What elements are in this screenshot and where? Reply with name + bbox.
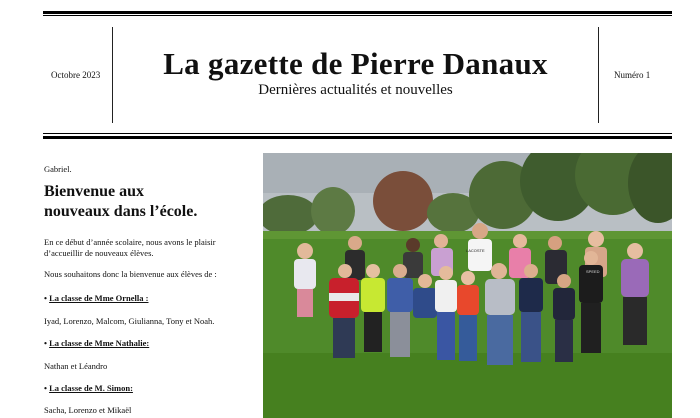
class-group-photo: [263, 153, 672, 418]
bottom-rule-thin: [43, 133, 672, 134]
class-photo-illustration: [263, 153, 672, 418]
intro-line-2: d’accueillir de nouveaux élèves.: [44, 248, 154, 258]
class-heading: • La classe de M. Simon:: [44, 383, 133, 393]
issue-date: Octobre 2023: [51, 70, 101, 80]
article-author: Gabriel.: [44, 164, 72, 174]
class-label: La classe de M. Simon:: [49, 383, 133, 393]
article-headline: [44, 182, 259, 222]
shirt-print-text: SPEED: [586, 269, 600, 274]
class-heading: • La classe de Mme Nathalie:: [44, 338, 150, 348]
class-label: La classe de Mme Nathalie:: [49, 338, 150, 348]
top-rule: [43, 11, 672, 14]
class-label: La classe de Mme Ornella :: [49, 293, 149, 303]
shirt-brand-text: LACOSTE: [466, 248, 485, 253]
welcome-text: Nous souhaitons donc la bienvenue aux élèves de :: [44, 269, 217, 279]
masthead-divider-right: [598, 27, 599, 123]
top-rule-thin: [43, 15, 672, 16]
class-students: Iyad, Lorenzo, Malcom, Giulianna, Tony et Noah.: [44, 316, 215, 326]
issue-number: Numéro 1: [614, 70, 651, 80]
intro-line-1: En ce début d’année scolaire, nous avons le plaisir: [44, 237, 216, 247]
bottom-rule: [43, 136, 672, 139]
class-students: Nathan et Léandro: [44, 361, 108, 371]
article-intro: [44, 237, 256, 259]
class-heading: • La classe de Mme Ornella :: [44, 293, 149, 303]
headline-line-1: Bienvenue aux: [44, 183, 145, 200]
newspaper-subtitle: Dernières actualités et nouvelles: [258, 82, 453, 98]
headline-line-2: nouveaux dans l’école.: [44, 203, 198, 220]
class-students: Sacha, Lorenzo et Mikaël: [44, 405, 132, 415]
newspaper-title: La gazette de Pierre Danaux: [163, 46, 548, 81]
